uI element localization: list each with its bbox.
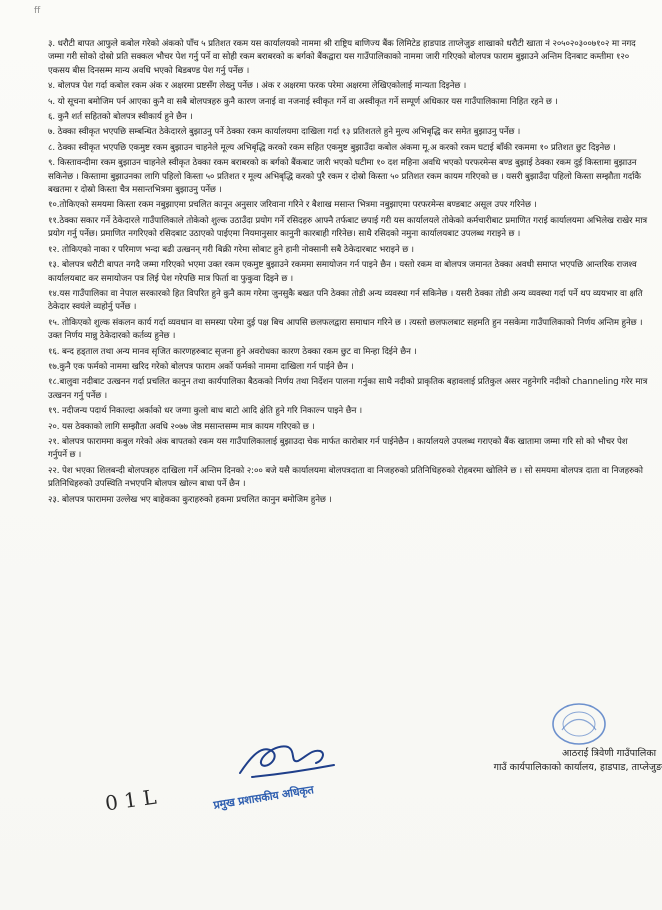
clause-10: १०.तोकिएको समयमा किस्ता रकम नबुझाएमा प्रचलित कानून अनुसार जरिवाना गरिने र बैशाख मसान्त भित्रमा नबुझाएमा परफरमेन्स बण्डबाट असूल उपर गरिनेछ । — [48, 200, 537, 211]
clause-5: ५. यो सूचना बमोजिम पर्न आएका कुनै वा सबै बोलपत्रहरु कुनै कारण जनाई वा नजनाई स्वीकृत गर्ने वा अस्वीकृत गर्ने सम्पूर्ण अधिकार यस गाउँपालिकामा निहित रहने छ । — [48, 96, 558, 107]
clause-6: ६. कुनै शर्त सहितको बोलपत्र स्वीकार्य हुने छैन । — [48, 112, 193, 123]
clause-14: १४.यस गाउँपालिका वा नेपाल सरकारको हित विपरित हुने कुनै काम गरेमा जुनसुकै बखत पनि ठेक्का तोडी अन्य व्यवस्था गर्न सकिनेछ । यसरी ठेक्का तोडी अन्य व्यवस्था गर्दा पर्ने थप व्ययभार वा क्षति ठेकेदार स्वयंले व्यहोर्नु पर्नेछ । — [48, 288, 643, 313]
corner-mark: ff — [34, 6, 41, 16]
clause-list — [48, 38, 648, 509]
clause-11: ११.ठेक्का सकार गर्ने ठेकेदारले गाउँपालिकाले तोकेको शुल्क उठाउँदा प्रयोग गर्ने रसिदहरु आफ्नै तर्फबाट छपाई गरी यस कार्यालयले तोकेको कर्मचारीबाट प्रमाणित गराई कार्यालयमा अभिलेख राखेर मात्र प्रयोग गर्नु पर्नेछ। प्रमाणित नगरिएको रसिदबाट उठाएको पाईएमा नियमानुसार कानुनी कारबाही गरिनेछ। साथै रसिदको नमुना कार्यालयबाट उपलब्ध गराइने छ । — [48, 215, 648, 240]
clause-21: २१. बोलपत्र फाराममा कबुल गरेको अंक बापतको रकम यस गाउँपालिकालाई बुझाउदा चेक मार्फत कारोबार गर्न पाईनेछैन । कार्यालयले उपलब्ध गराएको बैंक खातामा जम्मा गरि सो को भौचर पेश गर्नुपर्ने छ । — [48, 436, 628, 461]
office-address: गाउँ कार्यपालिकाको कार्यालय, हाडपाड, ताप्लेजुङ — [493, 762, 662, 773]
clause-17: १७.कुनै एक फर्मको नाममा खरिद गरेको बोलपत्र फाराम अर्को फर्मको नाममा दाखिला गर्न पाईने छैन । — [48, 361, 354, 372]
clause-19: १९. नदीजन्य पदार्थ निकाल्दा अर्काको धर जग्गा कुलो बाध बाटो आदि क्षेति हुने गरि निकाल्न पाइने छैन । — [48, 406, 363, 417]
clause-12: १२. तोकिएको नाका र परिमाण भन्दा बढी उत्खनन् गरी बिक्री गरेमा सोबाट हुने हानी नोक्सानी सबै ठेकेदारबाट भराइने छ । — [48, 244, 414, 255]
office-name: आठराई त्रिवेणी गाउँपालिका — [562, 748, 657, 759]
officer-stamp: प्रमुख प्रशासकीय अधिकृत — [212, 783, 315, 812]
clause-16: १६. बन्द हड्ताल तथा अन्य मानव सृजित कारणहरुबाट सृजना हुने अवरोधका कारण ठेक्का रकम छुट वा मिन्हा दिईने छैन । — [48, 346, 417, 357]
clause-4: ४. बोलपत्र पेश गर्दा कबोल रकम अंक र अक्षरमा प्रष्टसँग लेख्नु पर्नेछ । अंक र अक्षरमा फरक परेमा अक्षरमा लेखिएकोलाई मान्यता दिइनेछ । — [48, 81, 467, 92]
clause-18: १८.बालुवा नदीबाट उत्खनन गर्दा प्रचलित कानुन तथा कार्यपालिका बैठकको निर्णय तथा निर्देशन पालना गर्नुका साथै नदीको प्राकृतिक बहावलाई प्रतिकुल असर नहुनेगरि नदीको channeling गरेर मात्र उत्खनन गर्नु पर्नेछ । — [48, 377, 648, 401]
clause-8: ८. ठेक्का स्वीकृत भएपछि एकमुष्ट रकम बुझाउन चाहनेले मूल्य अभिबृद्धि करको रकम सहित एकमुष्ट बुझाउँदा कबोल अंकमा मू.अ करको रकम घटाई बाँकी रकममा १० प्रतिशत छुट दिइनेछ । — [48, 142, 616, 153]
clause-9: ९. किस्तावन्दीमा रकम बुझाउन चाहनेले स्वीकृत ठेक्का रकम बराबरको क बर्गको बैंकबाट जारी भएको घटीमा १० दश महिना अवधि भएको परफरमेन्स बण्ड बुझाई ठेक्का रकम दुई किस्तामा बुझाउन सकिनेछ । किस्तामा बुझाउनका लागि पहिलो किस्ता ५० प्रतिशत र मूल्य अभिबृद्धि करको पुरै रकम र दोस्रो किस्ता ५० प्रतिशत रकम कायम गरिएको छ । यसरी बुझाउँदा पहिलो किस्ता सम्झौता गर्दाकै बखतमा र दोस्रो किस्ता चैत्र मसान्तभित्रमा बुझाउनु पर्नेछ । — [48, 158, 641, 196]
clause-22: २२. पेश भएका शिलबन्दी बोलपत्रहरु दाखिला गर्ने अन्तिम दिनको २:०० बजे यसै कार्यालयमा बोलपत्रदाता वा निजहरुको प्रतिनिधिहरुको रोहबरमा खोलिने छ । सो समयमा बोलपत्र दाता वा निजहरुको प्रतिनिधिहरुको उपस्थिति नभएपनि बोलपत्र खोल्न बाधा पर्ने छैन । — [48, 465, 643, 490]
clause-13: १३. बोलपत्र धरौटी बापत नगदै जम्मा गरिएको भएमा उक्त रकम एकमुष्ट बुझाउने रकममा समायोजन गर्न पाइने छैन । यस्तो रकम वा बोलपत्र जमानत ठेक्का अवधी समाप्त भएपछि आन्तरिक राजश्व कार्यालयबाट कर समायोजन पत्र लिई पेश गरेपछि मात्र फिर्ता वा फुकुवा दिइने छ । — [48, 260, 637, 284]
handwritten-note: 0 1 L — [103, 784, 158, 816]
clause-3: ३. धरौटी बापत आफुले कबोल गरेको अंकको पाँच ५ प्रतिशत रकम यस कार्यालयको नाममा श्री राष्ट्रिय बाणिज्य बैंक लिमिटेड हाडपाड ताप्लेजुङ शाखाको धरौटी खाता नं २०५०२०३००७१०२ मा नगद जम्मा गरी सोको दोस्रो प्रति सक्कल भौचर पेश गर्नु पर्ने वा सोही रकम बराबरको क बर्गको बैंकद्वारा यस गाउँपालिकाको नाममा जारी गरिएको बोलपत्र फाराम बुझाउने अन्तिम दिनबाट कम्तीमा १२० एकसय बीस दिनसम्म मान्य अवधि भएको बिडबण्ड पेश गर्नु पर्नेछ । — [48, 39, 636, 76]
clause-15: १५. तोकिएको शुल्क संकलन कार्य गर्दा व्यवधान वा समस्या परेमा दुई पक्ष बिच आपसि छलफलद्वारा समाधान गरिने छ । त्यस्तो छलफलबाट सहमति हुन नसकेमा गाउँपालिकाको निर्णय अन्तिम हुनेछ । उक्त निर्णय मान्नु ठेकेदारको कर्तव्य हुनेछ । — [48, 317, 643, 342]
office-seal — [548, 700, 610, 748]
clause-20: २०. यस ठेक्काको लागि सम्झौता अवधि २०७७ जेष्ठ मसान्तसम्म मात्र कायम गरिएको छ । — [48, 421, 315, 432]
clause-7: ७. ठेक्का स्वीकृत भएपछि सम्बन्धित ठेकेदारले बुझाउनु पर्ने ठेक्का रकम कार्यालयमा दाखिला गर्दा १३ प्रतिशतले हुने मुल्य अभिबृद्धि कर समेत बुझाउनु पर्नेछ । — [48, 127, 521, 138]
officer-signature — [232, 725, 342, 785]
clause-23: २३. बोलपत्र फाराममा उल्लेख भए बाहेकका कुराहरुको हकमा प्रचलित कानुन बमोजिम हुनेछ । — [48, 494, 332, 505]
